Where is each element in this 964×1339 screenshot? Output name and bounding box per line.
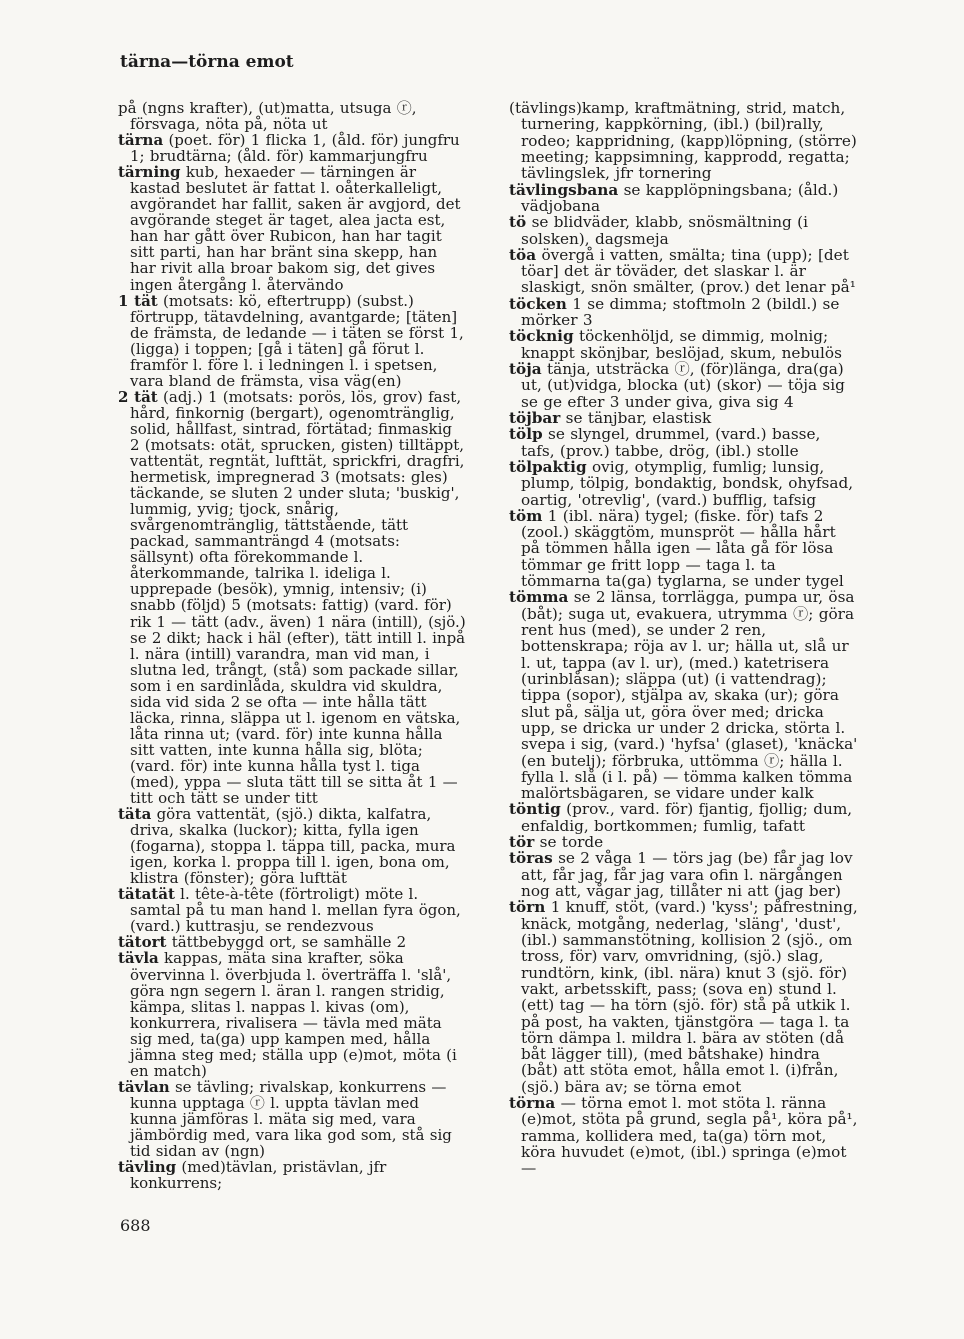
headword: törn — [509, 898, 546, 917]
headword: tävla — [118, 949, 159, 968]
dict-entry: töm 1 (ibl. nära) tygel; (fiske. för) tafs 2 (zool.) skäggtöm, munspröt — hålla hårt på tömmen hålla igen — låta gå för lösa tömmar ge fritt lopp — taga l. ta tömmarna ta(ga) tyglarna, se under tygel — [509, 506, 844, 591]
dict-entry: tävlan se tävling; rivalskap, konkurrens — kunna upptaga ⓡ l. uppta tävlan med kunna jämföras l. mäta sig med, vara jämbördig med, vara lika god som, stå sig tid sidan av (ngn) — [118, 1077, 452, 1161]
headword: töa — [509, 245, 537, 264]
headword: 2 tät — [118, 387, 158, 406]
dict-entry: töcken 1 se dimma; stoftmoln 2 (bildl.) se mörker 3 — [509, 294, 840, 330]
headword: törna — [509, 1094, 556, 1113]
running-header: tärna—törna emot — [120, 52, 294, 72]
headword: tör — [509, 833, 535, 852]
left-column — [118, 100, 466, 1191]
headword: 1 tät — [118, 291, 158, 310]
dict-entry: 1 tät (motsats: kö, eftertrupp) (subst.) förtrupp, tätavdelning, avantgarde; [täten] de främsta, de ledande — i täten se först 1, (ligga) i toppen; [gå i täten] gå förut l. framför l. före l. i ledningen l. i spetsen, vara bland de främsta, visa väg(en) — [118, 291, 464, 390]
dict-entry: tävlingsbana se kapplöpningsbana; (åld.) vädjobana — [509, 180, 839, 215]
dict-entry: törn 1 knuff, stöt, (vard.) 'kyss'; påfrestning, knäck, motgång, nederlag, 'släng', 'dust', (ibl.) sammanstötning, kollision 2 (sjö., om tross, för) varv, omvridning, (sjö.) slag, rundtörn, kink, (ibl. nära) knut 3 (sjö. för) vakt, arbetsskift, pass; (sova en) stund l. (ett) tag — ha törn (sjö. för) stå på utkik l. på post, ha vakten, tjänstgöra — taga l. ta törn dämpa l. mildra l. bära av stöten (då båt lägger till), (med båtshake) hindra (båt) att stöta emot, hålla emot l. (i)från, (sjö.) bära av; se törna emot — [509, 898, 858, 1096]
dict-entry: tö se blidväder, klabb, snösmältning (i solsken), dagsmeja — [509, 213, 808, 248]
dict-entry: töja tänja, utsträcka ⓡ, (för)länga, dra(ga) ut, (ut)vidga, blocka (ut) (skor) — töja sig se ge efter 3 under giva, giva sig 4 — [509, 360, 845, 411]
headword: täta — [118, 805, 152, 824]
right-column — [509, 100, 859, 1177]
page-number: 688 — [120, 1216, 151, 1235]
headword: töcken — [509, 294, 567, 313]
headword: tätort — [118, 933, 167, 952]
headword: tävling — [118, 1158, 177, 1177]
dict-entry: tävla kappas, mäta sina krafter, söka övervinna l. överbjuda l. överträffa l. 'slå', göra ngn segern l. äran l. rangen stridig, kämpa, slitas l. nappas l. kivas (om), konkurrera, rivalisera — tävla med mäta sig med, ta(ga) upp kampen med, hålla jämna steg med; ställa upp (e)mot, möta (i en match) — [118, 949, 457, 1080]
dict-entry: på (ngns krafter), (ut)matta, utsuga ⓡ, försvaga, nöta på, nöta ut — [118, 99, 417, 134]
dict-entry: täta göra vattentät, (sjö.) dikta, kalfatra, driva, skalka (luckor); kitta, fylla igen (fogarna), stoppa l. täppa till, packa, mura igen, korka l. proppa till l. igen, bona om, klistra (fönster); göra lufttät — [118, 805, 456, 888]
headword: tärning — [118, 163, 181, 182]
dict-entry: töjbar se tänjbar, elastisk — [509, 408, 712, 427]
headword: töja — [509, 360, 542, 378]
dict-entry: tärna (poet. för) 1 flicka 1, (åld. för) jungfru 1; brudtärna; (åld. för) kammarjungfru — [118, 131, 460, 166]
dict-entry: töras se 2 våga 1 — törs jag (be) får jag lov att, får jag, får jag vara ofin l. närgången nog att, vågar jag, tillåter ni att (jag ber) — [509, 849, 853, 900]
headword: tätatät — [118, 885, 175, 904]
headword: tölpaktig — [509, 457, 587, 476]
dict-entry: törna — törna emot l. mot stöta l. ränna (e)mot, stöta på grund, segla på¹, köra på¹, ramma, kollidera med, ta(ga) törn mot, köra huvudet (e)mot, (ibl.) springa (e)mot — — [509, 1094, 858, 1178]
headword: töntig — [509, 800, 561, 819]
dict-entry: tävling (med)tävlan, pristävlan, jfr konkurrens; — [118, 1158, 387, 1193]
dict-entry: töntig (prov., vard. för) fjantig, fjollig; dum, enfaldig, bortkommen; fumlig, tafatt — [509, 800, 853, 835]
dict-entry: tölpaktig ovig, otymplig, fumlig; lunsig, plump, tölpig, bondaktig, bondsk, ohyfsad, oartig, 'otrevlig', (vard.) bufflig, tafsig — [509, 457, 854, 509]
dict-entry: 2 tät (adj.) 1 (motsats: porös, lös, grov) fast, hård, finkornig (bergart), ogenomtränglig, solid, hållfast, sintrad, förtätad; finmaskig 2 (motsats: otät, sprucken, gisten) tilltäppt, vattentät, regntät, lufttät, sprickfri, dragfri, hermetisk, impregnerad 3 (motsats: gles) täckande, se sluten 2 under sluta; 'buskig', lummig, yvig; tjock, snårig, svårgenomtränglig, tättstående, tätt packad, sammanträngd 4 (motsats: sällsynt) ofta förekommande l. återkommande, talrika l. ideliga l. upprepade (besök), ymnig, intensiv; (i) snabb (följd) 5 (motsats: fattig) (vard. för) rik 1 — tätt (adv., även) 1 nära (intill), (sjö.) se 2 dikt; hack i häl (efter), tätt intill l. inpå l. nära (intill) varandra, man vid man, i slutna led, trångt, (stå) som packade sillar, som i en sardinlåda, skuldra vid skuldra, sida vid sida 2 se ofta — inte hålla tätt läcka, rinna, släppa ut l. igenom en vätska, låta rinna ut; (vard. för) inte kunna hålla sitt vatten, inte kunna hålla sig, blöta; (vard. för) inte kunna hålla tyst l. tiga (med), yppa — sluta tätt till se sitta åt 1 — titt och tätt se under titt — [118, 387, 466, 808]
headword: tömma — [509, 588, 569, 607]
headword: töcknig — [509, 327, 574, 346]
dict-entry: tömma se 2 länsa, torrlägga, pumpa ur, ösa (båt); suga ut, evakuera, utrymma ⓡ; göra rent hus (med), se under 2 ren, bottenskrapa; röja av l. ur; hälla ut, slå ur l. ut, tappa (av l. ur), (med.) katetrisera (urinblåsan); släppa (ut) (i vattendrag); tippa (sopor), stjälpa av, skaka (ur); göra slut på, sälja ut, göra över med; dricka upp, se dricka ur under 2 dricka, störta l. svepa i sig, (vard.) 'hyfsa' (glaset), 'knäcka' (en butelj); förbruka, uttömma ⓡ; hälla l. fylla l. slå (i l. på) — tömma kalken tömma malörtsbägaren, se vidare under kalk — [509, 588, 858, 803]
headword: tävlingsbana — [509, 180, 619, 199]
dict-entry: tölp se slyngel, drummel, (vard.) basse, tafs, (prov.) tabbe, drög, (ibl.) stolle — [509, 425, 821, 460]
headword: tävlan — [118, 1077, 170, 1096]
dict-entry: töa övergå i vatten, smälta; tina (upp); [det töar] det är töväder, det slaskar l. är slaskigt, snön smälter, (prov.) det lenar på¹ — [509, 245, 856, 297]
dict-entry: tätort tättbebyggd ort, se samhälle 2 — [118, 933, 407, 952]
dict-entry: tätatät l. tête-à-tête (förtroligt) möte l. samtal på tu man hand l. mellan fyra ögon, (vard.) kuttrasju, se rendezvous — [118, 885, 461, 936]
dict-entry: töcknig töckenhöljd, se dimmig, molnig; knappt skönjbar, beslöjad, skum, nebulös — [509, 327, 842, 362]
headword: töm — [509, 506, 543, 525]
dict-entry: tör se torde — [509, 833, 604, 852]
headword: töras — [509, 849, 553, 868]
dict-entry: tärning kub, hexaeder — tärningen är kastad beslutet är fattat l. oåterkalleligt, avgörandet har fallit, saken är avgjord, det avgörande steget är taget, alea jacta est, han har gått över Rubicon, han har tagit sitt parti, han har bränt sina skepp, han har rivit alla broar bakom sig, det gives ingen återgång l. återvändo — [118, 163, 461, 294]
dict-entry: (tävlings)kamp, kraftmätning, strid, match, turnering, kappkörning, (ibl.) (bil)rally, rodeo; kappridning, (kapp)löpning, (större) meeting; kappsimning, kapprodd, regatta; tävlingslek, jfr tornering — [509, 99, 857, 183]
headword: töjbar — [509, 408, 561, 427]
headword: tärna — [118, 131, 164, 150]
headword: tölp — [509, 425, 543, 444]
headword: tö — [509, 213, 527, 232]
